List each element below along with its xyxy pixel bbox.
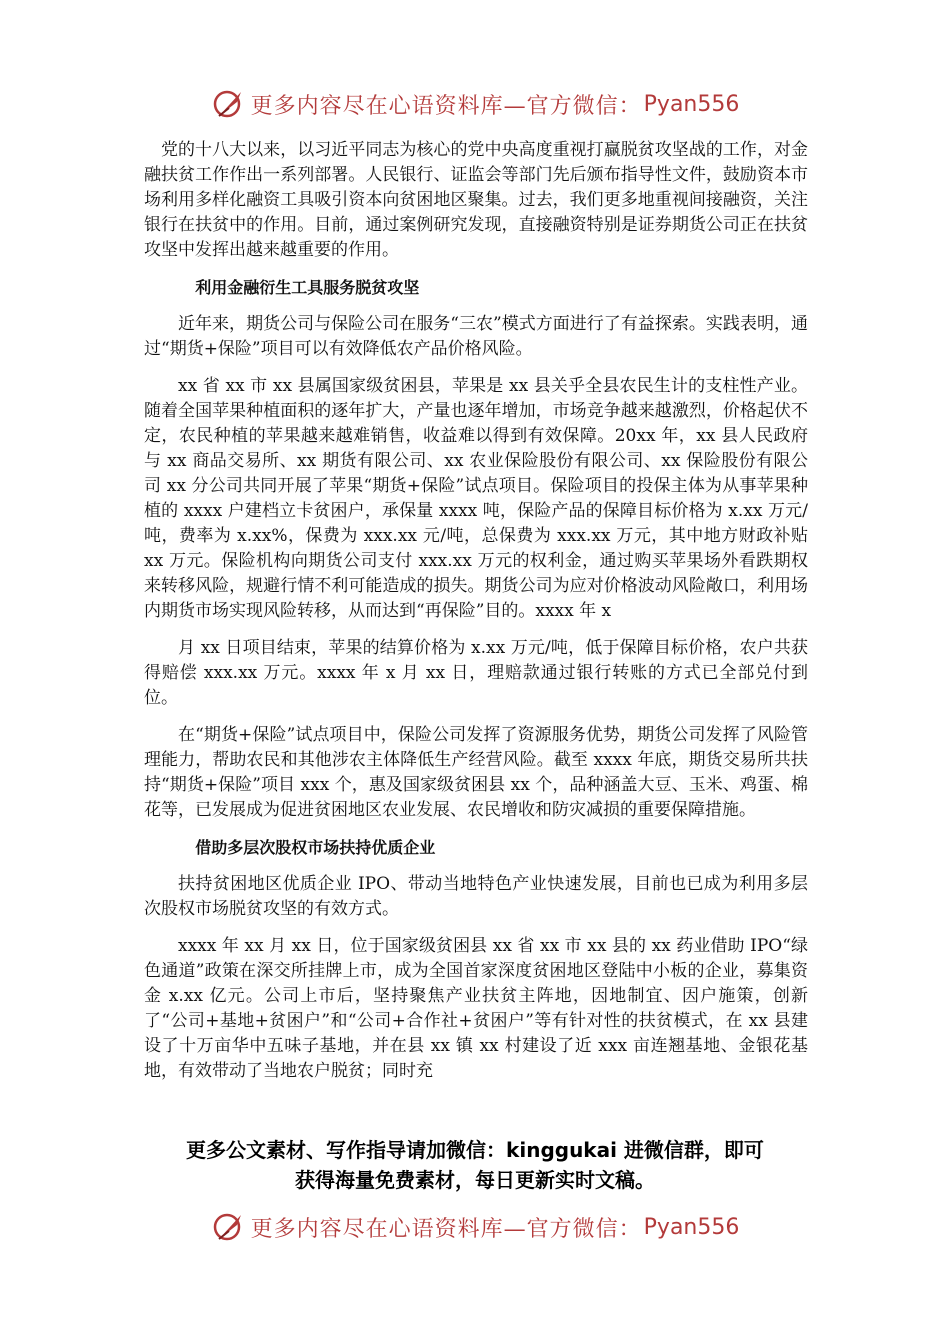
paragraph: 近年来，期货公司与保险公司在服务“三农”模式方面进行了有益探索。实践表明，通过“期货+保险”项目可以有效降低农产品价格风险。 xyxy=(144,314,808,359)
banner-wechat-handle: Pyan556 xyxy=(643,91,740,117)
footer-banner xyxy=(0,1207,950,1247)
banner-brand-text: 更多内容尽在心语资料库—官方微信： xyxy=(250,93,642,119)
header-banner xyxy=(0,84,950,124)
quill-pen-icon xyxy=(211,1209,247,1245)
paragraph: 月 xx 日项目结束，苹果的结算价格为 x.xx 万元/吨，低于保障目标价格，农户共获得赔偿 xxx.xx 万元。xxxx 年 x 月 xx 日，理赔款通过银行转账的方式已全部兑付到位。 xyxy=(144,638,808,708)
quill-pen-icon xyxy=(211,86,247,122)
intro-paragraph: 党的十八大以来，以习近平同志为核心的党中央高度重视打赢脱贫攻坚战的工作，对金融扶贫工作作出一系列部署。人民银行、证监会等部门先后颁布指导性文件，鼓励资本市场利用多样化融资工具吸引资本向贫困地区聚集。过去，我们更多地重视间接融资，关注银行在扶贫中的作用。目前，通过案例研究发现，直接融资特别是证券期货公司正在扶贫攻坚中发挥出越来越重要的作用。 xyxy=(144,140,808,260)
section-heading-derivatives: 利用金融衍生工具服务脱贫攻坚 xyxy=(195,278,420,297)
banner-brand-text: 更多内容尽在心语资料库—官方微信： xyxy=(250,1216,642,1242)
banner-wechat-handle: Pyan556 xyxy=(643,1214,740,1240)
paragraph: 在“期货+保险”试点项目中，保险公司发挥了资源服务优势，期货公司发挥了风险管理能力，帮助农民和其他涉农主体降低生产经营风险。截至 xxxx 年底，期货交易所共扶持“期货+保险”项目 xxx 个，惠及国家级贫困县 xx 个，品种涵盖大豆、玉米、鸡蛋、棉花等，已发展成为促进贫困地区农业发展、农民增收和防灾减损的重要保障措施。 xyxy=(144,725,808,820)
promo-line-2: 获得海量免费素材，每日更新实时文稿。 xyxy=(295,1168,655,1192)
section-heading-equity-market: 借助多层次股权市场扶持优质企业 xyxy=(195,838,436,857)
document-body xyxy=(144,138,808,1096)
paragraph: xxxx 年 xx 月 xx 日，位于国家级贫困县 xx 省 xx 市 xx 县的 xx 药业借助 IPO“绿色通道”政策在深交所挂牌上市，成为全国首家深度贫困地区登陆中小板的企业，募集资金 x.xx 亿元。公司上市后，坚持聚焦产业扶贫主阵地，因地制宜、因户施策，创新了“公司+基地+贫困户”和“公司+合作社+贫困户”等有针对性的扶贫模式，在 xx 县建设了十万亩华中五味子基地，并在县 xx 镇 xx 村建设了近 xxx 亩连翘基地、金银花基地，有效带动了当地农户脱贫；同时充 xyxy=(144,936,808,1081)
promo-notice xyxy=(0,1135,950,1195)
paragraph: xx 省 xx 市 xx 县属国家级贫困县，苹果是 xx 县关乎全县农民生计的支柱性产业。随着全国苹果种植面积的逐年扩大，产量也逐年增加，市场竞争越来越激烈，价格起伏不定，农民种植的苹果越来越难销售，收益难以得到有效保障。20xx 年，xx 县人民政府与 xx 商品交易所、xx 期货有限公司、xx 农业保险股份有限公司、xx 保险股份有限公司 xx 分公司共同开展了苹果“期货+保险”试点项目。保险项目的投保主体为从事苹果种植的 xxxx 户建档立卡贫困户，承保量 xxxx 吨，保险产品的保障目标价格为 x.xx 万元/吨，费率为 x.xx%，保费为 xxx.xx 元/吨，总保费为 xxx.xx 万元，其中地方财政补贴 xx 万元。保险机构向期货公司支付 xxx.xx 万元的权利金，通过购买苹果场外看跌期权来转移风险，规避行情不利可能造成的损失。期货公司为应对价格波动风险敞口，利用场内期货市场实现风险转移，从而达到“再保险”目的。xxxx 年 x xyxy=(144,376,808,621)
paragraph: 扶持贫困地区优质企业 IPO、带动当地特色产业快速发展，目前也已成为利用多层次股权市场脱贫攻坚的有效方式。 xyxy=(144,874,808,919)
promo-line-1: 更多公文素材、写作指导请加微信：kinggukai 进微信群，即可 xyxy=(186,1138,764,1162)
